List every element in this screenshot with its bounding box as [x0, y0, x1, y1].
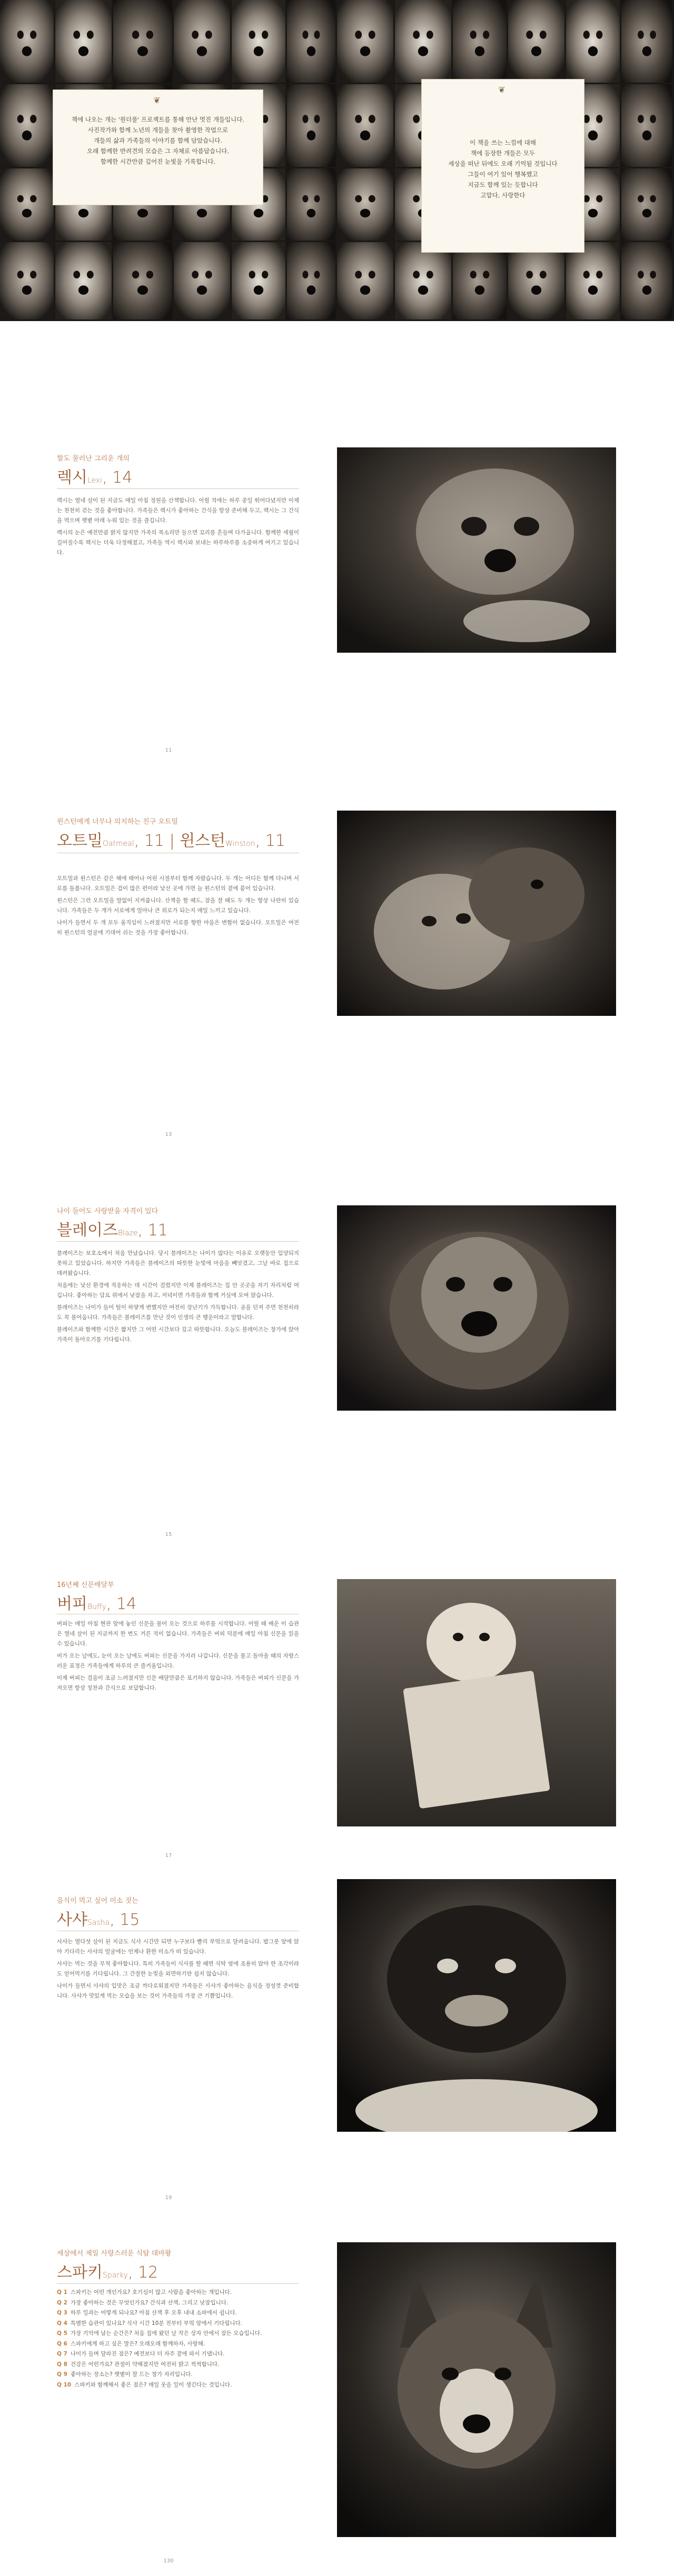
- paragraph: 렉시는 열네 살이 된 지금도 매일 아침 정원을 산책합니다. 어릴 적에는 하루 종일 뛰어다녔지만 이제는 천천히 걷는 것을 좋아합니다. 가족들은 렉시가 좋아하는 간식을 항상 준비해 두고, 렉시는 그 간식을 먹으며 햇볕 아래 누워 있는 것을 즐깁니다.: [57, 497, 299, 524]
- entry-sasha: [0, 1879, 674, 2216]
- collage-eye: [355, 271, 362, 278]
- collage-tile: [174, 0, 230, 83]
- entry-text: [57, 874, 299, 940]
- collage-eye: [30, 271, 36, 278]
- collage-eye: [583, 271, 590, 278]
- qa-answer: 스파키와 함께해서 좋은 점은? 매일 웃을 일이 생긴다는 것입니다.: [74, 2381, 232, 2388]
- collage-eye: [638, 31, 644, 39]
- card-line: 그들이 여기 있어 행복했고: [468, 171, 538, 178]
- collage-eye: [302, 271, 308, 278]
- collage-eye: [526, 271, 533, 278]
- qa-answer: 스파키에게 하고 싶은 말은? 오래오래 함께하자, 사랑해.: [70, 2340, 205, 2347]
- collage-tile: [566, 242, 620, 319]
- collage-eye: [302, 31, 308, 39]
- collage-nose: [588, 131, 598, 141]
- collage-eye: [427, 271, 433, 278]
- dog-photo: [337, 1879, 616, 2132]
- collage-eye: [526, 31, 533, 39]
- collage-nose: [642, 285, 651, 295]
- divider: [57, 2283, 299, 2284]
- qa-question-number: Q 4: [57, 2320, 67, 2327]
- collage-eye: [192, 271, 199, 278]
- collage-eye: [483, 31, 489, 39]
- collage-nose: [588, 285, 598, 295]
- collage-nose: [418, 46, 428, 56]
- photo-blaze: [337, 1205, 616, 1411]
- collage-nose: [137, 46, 148, 56]
- card-line: 책에 등장한 개들은 모두: [470, 149, 536, 157]
- qa-question-number: Q 10: [57, 2381, 72, 2388]
- page-number: 130: [163, 2558, 174, 2564]
- collage-nose: [22, 285, 32, 295]
- collage-eye: [17, 115, 24, 123]
- collage-nose: [22, 209, 32, 217]
- collage-eye: [146, 271, 153, 278]
- collage-nose: [360, 131, 370, 141]
- entry-text: [57, 1249, 299, 1347]
- collage-nose: [642, 131, 651, 141]
- card-line: 사진작가와 함께 노년의 개들을 찾아 촬영한 작업으로: [87, 126, 229, 134]
- qa-answer: 하루 일과는 어떻게 되나요? 아침 산책 후 오후 내내 소파에서 쉽니다.: [70, 2310, 237, 2316]
- collage-nose: [137, 285, 148, 295]
- paragraph: 블레이즈는 나이가 들어 털이 하얗게 변했지만 여전히 장난기가 가득합니다. 공을 던져 주면 천천히라도 꼭 물어옵니다. 가족들은 블레이즈를 만난 것이 인생의 큰 행운이라고 말합니다.: [57, 1304, 299, 1321]
- collage-eye: [638, 195, 644, 203]
- collage-eye: [355, 195, 362, 203]
- collage-nose: [360, 46, 370, 56]
- collage-eye: [583, 31, 590, 39]
- collage-eye: [413, 195, 420, 203]
- collage-eye: [73, 31, 80, 39]
- collage-tile: [174, 242, 230, 319]
- collage-tile: [621, 0, 672, 83]
- collage-eye: [470, 271, 477, 278]
- collage-tile: [621, 84, 672, 167]
- qa-item: [57, 2380, 304, 2391]
- paragraph: 윈스턴은 그런 오트밀을 말없이 지켜줍니다. 산책을 할 때도, 잠을 잘 때도 두 개는 항상 나란히 있습니다. 가족들은 두 개가 서로에게 얼마나 큰 위로가 되는지 매일 느끼고 있습니다.: [57, 897, 299, 914]
- qa-item: [57, 2370, 304, 2380]
- collage-nose: [197, 209, 207, 217]
- collage-tile: [337, 84, 393, 167]
- collage-eye: [638, 115, 644, 123]
- photo-lexi: [337, 447, 616, 653]
- collage-eye: [413, 31, 420, 39]
- page-number: 19: [165, 2195, 172, 2201]
- card-line: 고맙다, 사랑한다: [480, 192, 526, 199]
- collage-eye: [132, 31, 139, 39]
- collage-tile: [232, 242, 285, 319]
- collage-nose: [197, 46, 207, 56]
- collage-eye: [262, 271, 268, 278]
- card-line: 이 책을 쓰는 느낌에 대해: [470, 139, 536, 146]
- entry-lexi: [0, 432, 674, 768]
- collage-eye: [302, 195, 308, 203]
- collage-nose: [531, 46, 541, 56]
- collage-nose: [78, 46, 88, 56]
- collage-eye: [413, 115, 420, 123]
- entry-kicker: 나이 들어도 사랑받을 자격이 있다: [57, 1207, 158, 1215]
- collage-nose: [307, 46, 316, 56]
- collage-eye: [650, 195, 656, 203]
- entry-name: 스파키Sparky, 12: [57, 2263, 158, 2282]
- collage-nose: [254, 209, 263, 217]
- entry-oatmeal-winston: [0, 805, 674, 1153]
- qa-question-number: Q 7: [57, 2351, 67, 2357]
- qa-answer: 나이가 들며 달라진 점은? 예전보다 더 자주 곁에 와서 기댑니다.: [70, 2351, 225, 2357]
- collage-eye: [302, 115, 308, 123]
- qa-list: [57, 2288, 304, 2390]
- divider: [57, 488, 299, 489]
- entry-sparky: [0, 2242, 674, 2574]
- divider: [57, 1241, 299, 1242]
- entry-name: 블레이즈Blaze, 11: [57, 1221, 168, 1240]
- card-line: 오래 함께한 반려견의 모습은 그 자체로 아름답습니다.: [87, 147, 229, 155]
- collage-tile: [287, 242, 335, 319]
- hero-collage: [0, 0, 674, 321]
- qa-question-number: Q 5: [57, 2330, 67, 2337]
- page-number: 15: [165, 1532, 172, 1537]
- collage-eye: [249, 31, 255, 39]
- paragraph: 비가 오는 날에도, 눈이 오는 날에도 버피는 신문을 가지러 나갑니다. 신문을 물고 돌아올 때의 자랑스러운 표정은 가족들에게 하루의 큰 즐거움입니다.: [57, 1653, 299, 1669]
- collage-eye: [73, 271, 80, 278]
- collage-tile: [453, 0, 507, 83]
- dog-photo: [337, 2242, 616, 2537]
- collage-nose: [588, 46, 598, 56]
- collage-tile: [395, 242, 451, 319]
- collage-eye: [650, 31, 656, 39]
- collage-nose: [137, 209, 148, 217]
- collage-tile: [55, 0, 112, 83]
- collage-eye: [540, 31, 547, 39]
- intro-card-left: [53, 89, 263, 205]
- qa-question-number: Q 6: [57, 2340, 67, 2347]
- paragraph: 나이가 들면서 사샤의 입맛은 조금 까다로워졌지만 가족들은 사샤가 좋아하는 음식을 정성껏 준비합니다. 사샤가 맛있게 먹는 모습을 보는 것이 가족들의 가장 큰 기쁨입니다.: [57, 1983, 299, 1999]
- collage-eye: [87, 271, 94, 278]
- page-number: 13: [165, 1132, 172, 1137]
- collage-eye: [355, 115, 362, 123]
- collage-nose: [531, 285, 541, 295]
- collage-nose: [642, 209, 651, 217]
- collage-tile: [113, 0, 172, 83]
- entry-text: [57, 496, 299, 560]
- paragraph: 블레이즈와 함께한 시간은 짧지만 그 어떤 시간보다 깊고 따뜻합니다. 오늘도 블레이즈는 창가에 앉아 가족이 돌아오기를 기다립니다.: [57, 1326, 299, 1343]
- card-line: 개들의 삶과 가족들의 이야기를 함께 담았습니다.: [93, 137, 223, 144]
- collage-nose: [307, 131, 316, 141]
- collage-tile: [621, 168, 672, 241]
- collage-eye: [596, 271, 602, 278]
- qa-answer: 가장 좋아하는 것은 무엇인가요? 간식과 산책, 그리고 낮잠입니다.: [70, 2299, 229, 2306]
- card-line: 함께한 시간만큼 깊어진 눈빛을 기록합니다.: [100, 158, 216, 165]
- collage-nose: [418, 285, 428, 295]
- collage-eye: [596, 195, 602, 203]
- collage-eye: [596, 115, 602, 123]
- paragraph: 이제 버피는 걸음이 조금 느려졌지만 신문 배달만큼은 포기하지 않습니다. 가족들은 버피가 신문을 가져오면 항상 칭찬과 간식으로 보답합니다.: [57, 1675, 299, 1691]
- paragraph: 버피는 매일 아침 현관 앞에 놓인 신문을 물어 오는 것으로 하루를 시작합니다. 어릴 때 배운 이 습관은 열네 살이 된 지금까지 한 번도 거른 적이 없습니다. 가족들은 버피 덕분에 매일 아침 신문을 읽을 수 있습니다.: [57, 1621, 299, 1647]
- collage-eye: [427, 31, 433, 39]
- qa-answer: 특별한 습관이 있나요? 식사 시간 10분 전부터 부엌 앞에서 기다립니다.: [70, 2320, 243, 2327]
- collage-nose: [254, 285, 263, 295]
- collage-eye: [17, 195, 24, 203]
- entry-name: 오트밀Oatmeal, 11 | 윈스턴Winston, 11: [57, 832, 285, 850]
- collage-eye: [17, 271, 24, 278]
- entry-text: [57, 1619, 299, 1695]
- collage-nose: [642, 46, 651, 56]
- collage-eye: [650, 271, 656, 278]
- collage-eye: [192, 31, 199, 39]
- collage-nose: [197, 285, 207, 295]
- entry-name: 버피Buffy, 14: [57, 1595, 137, 1613]
- collage-eye: [638, 271, 644, 278]
- qa-item: [57, 2298, 304, 2309]
- qa-question-number: Q 1: [57, 2289, 67, 2295]
- collage-eye: [369, 115, 375, 123]
- collage-tile: [0, 168, 54, 241]
- entry-kicker: 세상에서 제일 사랑스러운 식탐 대마왕: [57, 2250, 172, 2258]
- qa-question-number: Q 2: [57, 2299, 67, 2306]
- collage-tile: [453, 242, 507, 319]
- collage-eye: [483, 271, 489, 278]
- collage-tile: [0, 0, 54, 83]
- qa-question-number: Q 9: [57, 2371, 67, 2378]
- collage-nose: [254, 46, 263, 56]
- ornament-icon: ❦: [153, 95, 163, 105]
- collage-tile: [508, 0, 564, 83]
- collage-eye: [314, 271, 320, 278]
- collage-nose: [22, 131, 32, 141]
- page-number: 11: [165, 747, 172, 753]
- dog-photo: [337, 811, 616, 1016]
- intro-card-right-text: [437, 137, 569, 241]
- collage-tile: [337, 0, 393, 83]
- entry-kicker: 윈스턴에게 너무나 의지하는 친구 오트밀: [57, 818, 179, 826]
- paragraph: 사샤는 먹는 것을 무척 좋아합니다. 특히 가족들이 식사를 할 때면 식탁 옆에 조용히 앉아 한 조각이라도 얻어먹기를 기다립니다. 그 간절한 눈빛을 외면하기란 쉽지 않습니다.: [57, 1961, 299, 1977]
- qa-item: [57, 2329, 304, 2339]
- paragraph: 렉시의 눈은 예전만큼 밝지 않지만 가족의 목소리만 들으면 꼬리를 흔들며 다가옵니다. 함께한 세월이 길어질수록 렉시는 더욱 다정해졌고, 가족들 역시 렉시와 보내는 하루하루를 소중하게 여기고 있습니다.: [57, 530, 299, 556]
- collage-eye: [369, 31, 375, 39]
- entry-text: [57, 1937, 299, 2003]
- collage-eye: [249, 271, 255, 278]
- collage-tile: [113, 242, 172, 319]
- collage-eye: [17, 31, 24, 39]
- collage-eye: [369, 271, 375, 278]
- collage-tile: [337, 242, 393, 319]
- paragraph: 나이가 들면서 두 개 모두 움직임이 느려졌지만 서로를 향한 마음은 변함이 없습니다. 오트밀은 여전히 윈스턴의 얼굴에 기대어 쉬는 것을 가장 좋아합니다.: [57, 920, 299, 936]
- entry-name: 사샤Sasha, 15: [57, 1911, 140, 1929]
- photo-buffy: [337, 1579, 616, 1826]
- collage-eye: [262, 31, 268, 39]
- collage-eye: [30, 31, 36, 39]
- collage-eye: [355, 31, 362, 39]
- entry-kicker: 음식이 먹고 싶어 미소 짓는: [57, 1897, 138, 1905]
- qa-answer: 건강은 어떤가요? 관절이 약해졌지만 여전히 밝고 씩씩합니다.: [70, 2361, 220, 2368]
- entry-buffy: [0, 1579, 674, 1874]
- collage-eye: [205, 31, 212, 39]
- collage-eye: [30, 115, 36, 123]
- qa-item: [57, 2339, 304, 2350]
- collage-tile: [0, 242, 54, 319]
- collage-tile: [0, 84, 54, 167]
- qa-item: [57, 2288, 304, 2298]
- paragraph: 오트밀과 윈스턴은 같은 해에 태어나 어린 시절부터 함께 자랐습니다. 두 개는 어디든 함께 다니며 서로를 돌봅니다. 오트밀은 겁이 많은 편이라 낯선 곳에 가면 늘 윈스턴의 곁에 붙어 있습니다.: [57, 875, 299, 892]
- collage-tile: [55, 242, 112, 319]
- collage-eye: [314, 195, 320, 203]
- entry-name: 렉시Lexi, 14: [57, 468, 133, 487]
- collage-tile: [287, 0, 335, 83]
- qa-question-number: Q 3: [57, 2310, 67, 2316]
- photo-sasha: [337, 1879, 616, 2132]
- card-line: 책에 나오는 개는 '원더풀' 프로젝트를 통해 만난 멋진 개들입니다.: [71, 116, 245, 123]
- intro-card-left-text: [68, 114, 248, 193]
- collage-eye: [30, 195, 36, 203]
- qa-item: [57, 2319, 304, 2329]
- collage-eye: [596, 31, 602, 39]
- entry-blaze: [0, 1190, 674, 1547]
- qa-answer: 좋아하는 장소는? 햇볕이 잘 드는 창가 자리입니다.: [70, 2371, 193, 2378]
- dog-photo: [337, 1579, 616, 1826]
- qa-item: [57, 2360, 304, 2370]
- photo-oatmeal-winston: [337, 811, 616, 1016]
- collage-tile: [395, 0, 451, 83]
- photo-sparky: [337, 2242, 616, 2537]
- paragraph: 사샤는 열다섯 살이 된 지금도 식사 시간만 되면 누구보다 빨리 부엌으로 달려옵니다. 밥그릇 앞에 앉아 기다리는 사샤의 얼굴에는 언제나 환한 미소가 떠 있습니다.: [57, 1939, 299, 1955]
- collage-eye: [540, 271, 547, 278]
- paragraph: 블레이즈는 보호소에서 처음 만났습니다. 당시 블레이즈는 나이가 많다는 이유로 오랫동안 입양되지 못하고 있었습니다. 하지만 가족들은 블레이즈의 따뜻한 눈빛에 마음을 빼앗겼고, 그날 바로 집으로 데려왔습니다.: [57, 1250, 299, 1276]
- collage-eye: [650, 115, 656, 123]
- qa-answer: 스파키는 어떤 개인가요? 호기심이 많고 사람을 좋아하는 개입니다.: [70, 2289, 232, 2295]
- ornament-icon: ❦: [498, 85, 508, 95]
- entry-kicker: 16년째 신문배달부: [57, 1581, 114, 1589]
- qa-item: [57, 2308, 304, 2319]
- collage-tile: [287, 84, 335, 167]
- collage-tile: [566, 0, 620, 83]
- collage-nose: [78, 209, 88, 217]
- collage-nose: [307, 285, 316, 295]
- collage-eye: [470, 31, 477, 39]
- collage-tile: [508, 242, 564, 319]
- entry-kicker: 할도 물러난 그리운 개의: [57, 455, 130, 463]
- collage-eye: [314, 31, 320, 39]
- collage-eye: [87, 31, 94, 39]
- collage-nose: [360, 209, 370, 217]
- collage-eye: [413, 271, 420, 278]
- collage-eye: [205, 271, 212, 278]
- page-number: 17: [165, 1853, 172, 1859]
- card-line: 지금도 함께 있는 듯합니다: [468, 181, 538, 188]
- collage-nose: [475, 46, 484, 56]
- collage-tile: [287, 168, 335, 241]
- collage-nose: [475, 285, 484, 295]
- collage-nose: [22, 46, 32, 56]
- collage-tile: [232, 0, 285, 83]
- paragraph: 처음에는 낯선 환경에 적응하는 데 시간이 걸렸지만 이제 블레이즈는 집 안 곳곳을 자기 자리처럼 여깁니다. 좋아하는 담요 위에서 낮잠을 자고, 저녁이면 가족들과 함께 거실에 모여 앉습니다.: [57, 1282, 299, 1299]
- collage-nose: [588, 209, 598, 217]
- dog-photo: [337, 447, 616, 653]
- intro-card-right: [421, 79, 584, 253]
- card-line: 세상을 떠난 뒤에도 오래 기억될 것입니다: [448, 160, 558, 167]
- dog-photo: [337, 1205, 616, 1411]
- collage-eye: [314, 115, 320, 123]
- collage-tile: [337, 168, 393, 241]
- qa-answer: 가장 기억에 남는 순간은? 처음 집에 왔던 날 작은 상자 안에서 잠든 모습입니다.: [70, 2330, 262, 2337]
- qa-question-number: Q 8: [57, 2361, 67, 2368]
- collage-nose: [307, 209, 316, 217]
- collage-tile: [621, 242, 672, 319]
- collage-eye: [146, 31, 153, 39]
- qa-item: [57, 2349, 304, 2360]
- collage-eye: [369, 195, 375, 203]
- collage-nose: [360, 285, 370, 295]
- collage-nose: [78, 285, 88, 295]
- collage-eye: [132, 271, 139, 278]
